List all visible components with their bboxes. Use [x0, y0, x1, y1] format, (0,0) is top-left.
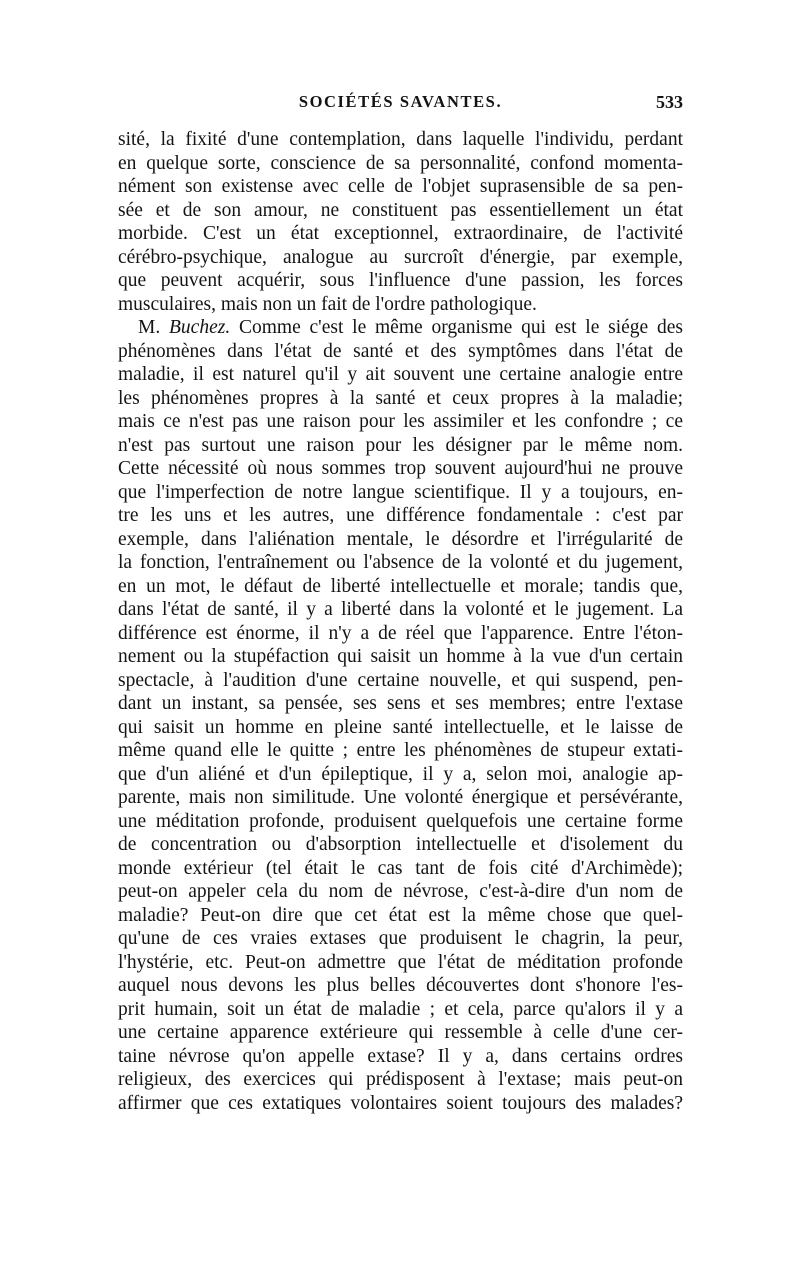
text-line: de concentration ou d'absorption intellectuelle et d'isolement du — [118, 834, 683, 855]
text-line: une certaine apparence extérieure qui ressemble à celle d'une cer- — [118, 1022, 683, 1043]
text-line: mais ce n'est pas une raison pour les assimiler et les confondre ; ce — [118, 411, 683, 432]
text-line: nément son existense avec celle de l'objet suprasensible de sa pen- — [118, 176, 683, 197]
text-line: même quand elle le quitte ; entre les phénomènes de stupeur extati- — [118, 740, 683, 761]
running-head — [118, 92, 683, 116]
text-line: qui saisit un homme en pleine santé intellectuelle, et le laisse de — [118, 716, 683, 738]
text-line: sée et de son amour, ne constituent pas essentiellement un état — [118, 199, 683, 221]
text-line: en un mot, le défaut de liberté intellectuelle et morale; tandis que, — [118, 575, 683, 597]
text-line: taine névrose qu'on appelle extase? Il y a, dans certains ordres — [118, 1045, 683, 1067]
text-line: que l'imperfection de notre langue scientifique. Il y a toujours, en- — [118, 481, 683, 503]
text-line: différence est énorme, il n'y a de réel que l'apparence. Entre l'éton- — [118, 622, 683, 644]
page-number: 533 — [656, 92, 683, 112]
text-line: affirmer que ces extatiques volontaires soient toujours des malades? — [118, 1092, 683, 1114]
text-line: tre les uns et les autres, une différence fondamentale : c'est par — [118, 505, 683, 526]
text-line: que d'un aliéné et d'un épileptique, il y a, selon moi, analogie ap- — [118, 763, 683, 785]
text-line: phénomènes dans l'état de santé et des symptômes dans l'état de — [118, 340, 683, 362]
text-line: n'est pas surtout une raison pour les désigner par le même nom. — [118, 434, 683, 456]
text-line: parente, mais non similitude. Une volonté énergique et persévérante, — [118, 787, 683, 808]
text-line: morbide. C'est un état exceptionnel, extraordinaire, de l'activité — [118, 223, 683, 244]
text-line: auquel nous devons les plus belles découvertes dont s'honore l'es- — [118, 975, 683, 996]
text-line: peut-on appeler cela du nom de névrose, c'est-à-dire d'un nom de — [118, 881, 683, 902]
text-line: une méditation profonde, produisent quelquefois une certaine forme — [118, 810, 683, 832]
text-line: religieux, des exercices qui prédisposent à l'extase; mais peut-on — [118, 1069, 683, 1090]
text-line: les phénomènes propres à la santé et ceux propres à la maladie; — [118, 387, 683, 409]
text-line: l'hystérie, etc. Peut-on admettre que l'état de méditation profonde — [118, 951, 683, 973]
text-line: cérébro-psychique, analogue au surcroît d'énergie, par exemple, — [118, 246, 683, 268]
body-text — [118, 128, 683, 1115]
text-line: spectacle, à l'audition d'une certaine nouvelle, et qui suspend, pen- — [118, 669, 683, 691]
text-line: maladie? Peut-on dire que cet état est la même chose que quel- — [118, 904, 683, 926]
text-line: Cette nécessité où nous sommes trop souvent aujourd'hui ne prouve — [118, 458, 683, 479]
text-line: monde extérieur (tel était le cas tant de fois cité d'Archimède); — [118, 857, 683, 879]
text-line: dans l'état de santé, il y a liberté dans la volonté et le jugement. La — [118, 599, 683, 620]
text-line: la fonction, l'entraînement ou l'absence de la volonté et du jugement, — [118, 552, 683, 573]
text-line: exemple, dans l'aliénation mentale, le désordre et l'irrégularité de — [118, 528, 683, 550]
text-line: M. Buchez. Comme c'est le même organisme qui est le siége des — [138, 317, 683, 338]
text-line: en quelque sorte, conscience de sa personnalité, confond momenta- — [118, 152, 683, 174]
text-line: que peuvent acquérir, sous l'influence d'une passion, les forces — [118, 270, 683, 291]
text-line: dant un instant, sa pensée, ses sens et ses membres; entre l'extase — [118, 693, 683, 714]
text-line: sité, la fixité d'une contemplation, dans laquelle l'individu, perdant — [118, 129, 683, 150]
text-line: maladie, il est naturel qu'il y ait souvent une certaine analogie entre — [118, 364, 683, 385]
text-line: qu'une de ces vraies extases que produisent le chagrin, la peur, — [118, 928, 683, 949]
text-line: prit humain, soit un état de maladie ; et cela, parce qu'alors il y a — [118, 998, 683, 1020]
running-title: SOCIÉTÉS SAVANTES. — [298, 92, 503, 111]
text-line: musculaires, mais non un fait de l'ordre pathologique. — [118, 293, 537, 315]
text-line: nement ou la stupéfaction qui saisit un homme à la vue d'un certain — [118, 646, 683, 667]
speaker-name: Buchez. — [169, 317, 231, 338]
